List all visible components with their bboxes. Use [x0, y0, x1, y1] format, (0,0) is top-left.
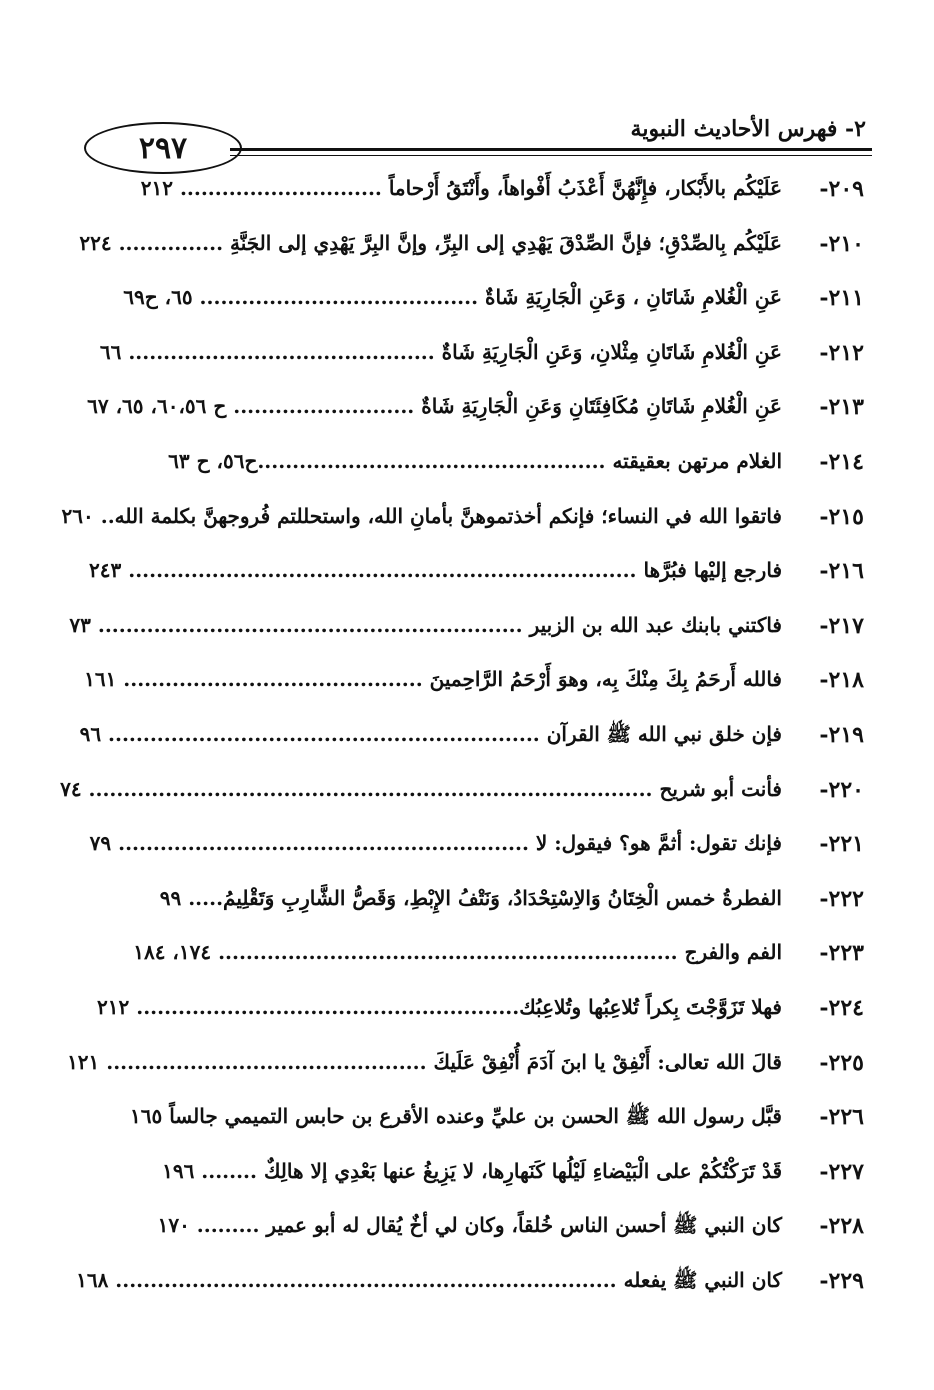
entry-text: كان النبي ﷺ يفعله ........................................................................ ١٦٨	[76, 1267, 782, 1292]
index-entry	[96, 436, 864, 491]
index-entry	[76, 1255, 864, 1310]
entry-number: ٢٢٤-	[819, 994, 864, 1021]
entry-text: عَنِ الْغُلامِ شَاتَانِ مِثْلانِ، وَعَنِ الْجَارِيَةِ شَاةٌ ............................................ ٦٦	[99, 339, 782, 364]
entry-number: ٢٢٩-	[819, 1267, 864, 1294]
entry-number: ٢٢٠-	[819, 776, 864, 803]
entry-text: فالله أَرحَمُ بِكَ مِنْكَ بِه، وهوَ أَرْحَمُ الرَّاحِمينَ ........................................... ١٦١	[84, 667, 782, 692]
index-entry	[96, 163, 864, 218]
index-entry	[96, 1146, 864, 1201]
entry-text: الفطرةُ خمس الْخِتَانُ وَالاِسْتِحْدَادُ، وَنَتْفُ الإِبْطِ، وَقَصُّ الشَّارِبِ وَتَقْلِيمُ..... ٩٩	[159, 885, 782, 910]
index-entry	[96, 272, 864, 327]
header-rule-thick	[230, 148, 872, 151]
page-number: ٢٩٧	[138, 130, 188, 166]
header-rule-thin	[230, 155, 872, 156]
entry-number: ٢٢٣-	[819, 940, 864, 967]
index-entry	[89, 545, 864, 600]
entry-number: ٢١٨-	[819, 667, 864, 694]
index-entry	[84, 654, 864, 709]
entry-text: عَنِ الْغُلامِ شَاتَانِ ، وَعَنِ الْجَارِيَةِ شَاةٌ ........................................ ٦٥، ح٦٩	[123, 285, 782, 310]
entry-text: عَنِ الْغُلامِ شَاتَانِ مُكَافِئَتَانِ وَعَنِ الْجَارِيَةِ شَاةٌ .......................... ح ٦٠،٥٦، ٦٥، ٦٧	[87, 394, 782, 419]
entry-text: قَدْ تَرَكْتُكُمْ على الْبَيْضاءِ لَيْلُها كَنَهارِها، لا يَزِيغُ عنها بَعْدِي إلا هالِكٌ ........ ١٩٦	[162, 1158, 782, 1183]
entry-number: ٢٢٢-	[819, 885, 864, 912]
entry-text: فهلا تَزَوَّجْتَ بِكراً تُلاعِبُها وتُلاعِبُك....................................................... ٢١٢	[97, 994, 782, 1019]
entry-text: فارجع إليْها فبُرَّها ......................................................................... ٢٤٣	[89, 558, 782, 583]
entry-text: كان النبي ﷺ أحسن الناس خُلقاً، وكان لي أخٌ يُقال له أبو عمير ......... ١٧٠	[157, 1213, 782, 1238]
entry-text: الفم والفرج .................................................................. ١٧٤، ١٨٤	[133, 940, 782, 965]
entry-text: فإنك تقول: أثمَّ هو؟ فيقول: لا ........................................................... ٧٩	[89, 831, 782, 856]
index-entry	[96, 327, 864, 382]
index-entry	[87, 381, 864, 436]
entry-number: ٢١٢-	[819, 339, 864, 366]
entry-text: قالَ الله تعالى: أَنْفِقْ يا ابنَ آدَمَ أُنْفِقْ عَلَيكَ .............................................. ١٢١	[67, 1049, 782, 1074]
entry-text: فاكتني بابنك عبد الله بن الزبير ............................................................. ٧٣	[69, 612, 782, 637]
entry-text: عَلَيْكُم بالأَبْكار، فإِنَّهُنَّ أَعْذَبُ أَفْواهاً، وأَنْتَقُ أَرْحاماً ............................. ٢١٢	[140, 176, 782, 200]
entry-text: فإن خلق نبي الله ﷺ القرآن .............................................................. ٩٦	[79, 721, 782, 746]
entry-number: ٢٢٥-	[819, 1049, 864, 1076]
index-entry	[67, 1037, 864, 1092]
entry-number: ٢٢٨-	[819, 1213, 864, 1240]
index-entry	[96, 927, 864, 982]
index-entry	[96, 1091, 864, 1146]
hadith-index-list	[60, 163, 864, 1309]
section-title: ٢- فهرس الأحاديث النبوية	[630, 116, 866, 142]
index-entry	[61, 491, 864, 546]
entry-text: فاتقوا الله في النساء؛ فإنكم أخذتموهنَّ بأمانِ الله، واستحللتم فُروجهنَّ بكلمة الله.. ٢٦٠	[61, 503, 782, 528]
index-entry	[96, 982, 864, 1037]
entry-number: ٢١٥-	[819, 503, 864, 530]
index-entry	[60, 764, 864, 819]
entry-text: عَلَيْكُم بِالصِّدْقِ؛ فإنَّ الصِّدْقَ يَهْدِي إلى البِرِّ، وإنَّ البِرَّ يَهْدِي إلى الجَنَّةِ ............... ٢٢٤	[79, 230, 782, 255]
entry-number: ٢٠٩-	[819, 176, 864, 202]
entry-text: قبَّل رسول الله ﷺ الحسن بن عليِّ وعنده الأقرع بن حابس التميمي جالساً ١٦٥	[130, 1104, 782, 1129]
index-entry	[96, 1200, 864, 1255]
entry-number: ٢١٦-	[819, 558, 864, 585]
entry-number: ٢١٩-	[819, 721, 864, 748]
entry-number: ٢٢١-	[819, 831, 864, 858]
entry-number: ٢١٠-	[819, 230, 864, 257]
entry-text: فأنت أبو شريح ................................................................................. ٧٤	[60, 776, 782, 801]
index-entry	[89, 818, 864, 873]
entry-number: ٢٢٧-	[819, 1158, 864, 1185]
index-entry	[79, 709, 864, 764]
entry-number: ٢١١-	[819, 285, 864, 312]
entry-number: ٢١٧-	[819, 612, 864, 639]
index-entry	[79, 218, 864, 273]
entry-number: ٢١٣-	[819, 394, 864, 421]
index-entry	[69, 600, 864, 655]
entry-number: ٢٢٦-	[819, 1104, 864, 1131]
entry-number: ٢١٤-	[819, 448, 864, 475]
index-entry	[96, 873, 864, 928]
entry-text: الغلام مرتهن بعقيقته ..................................................ح٥٦، ح ٦٣	[168, 448, 782, 473]
